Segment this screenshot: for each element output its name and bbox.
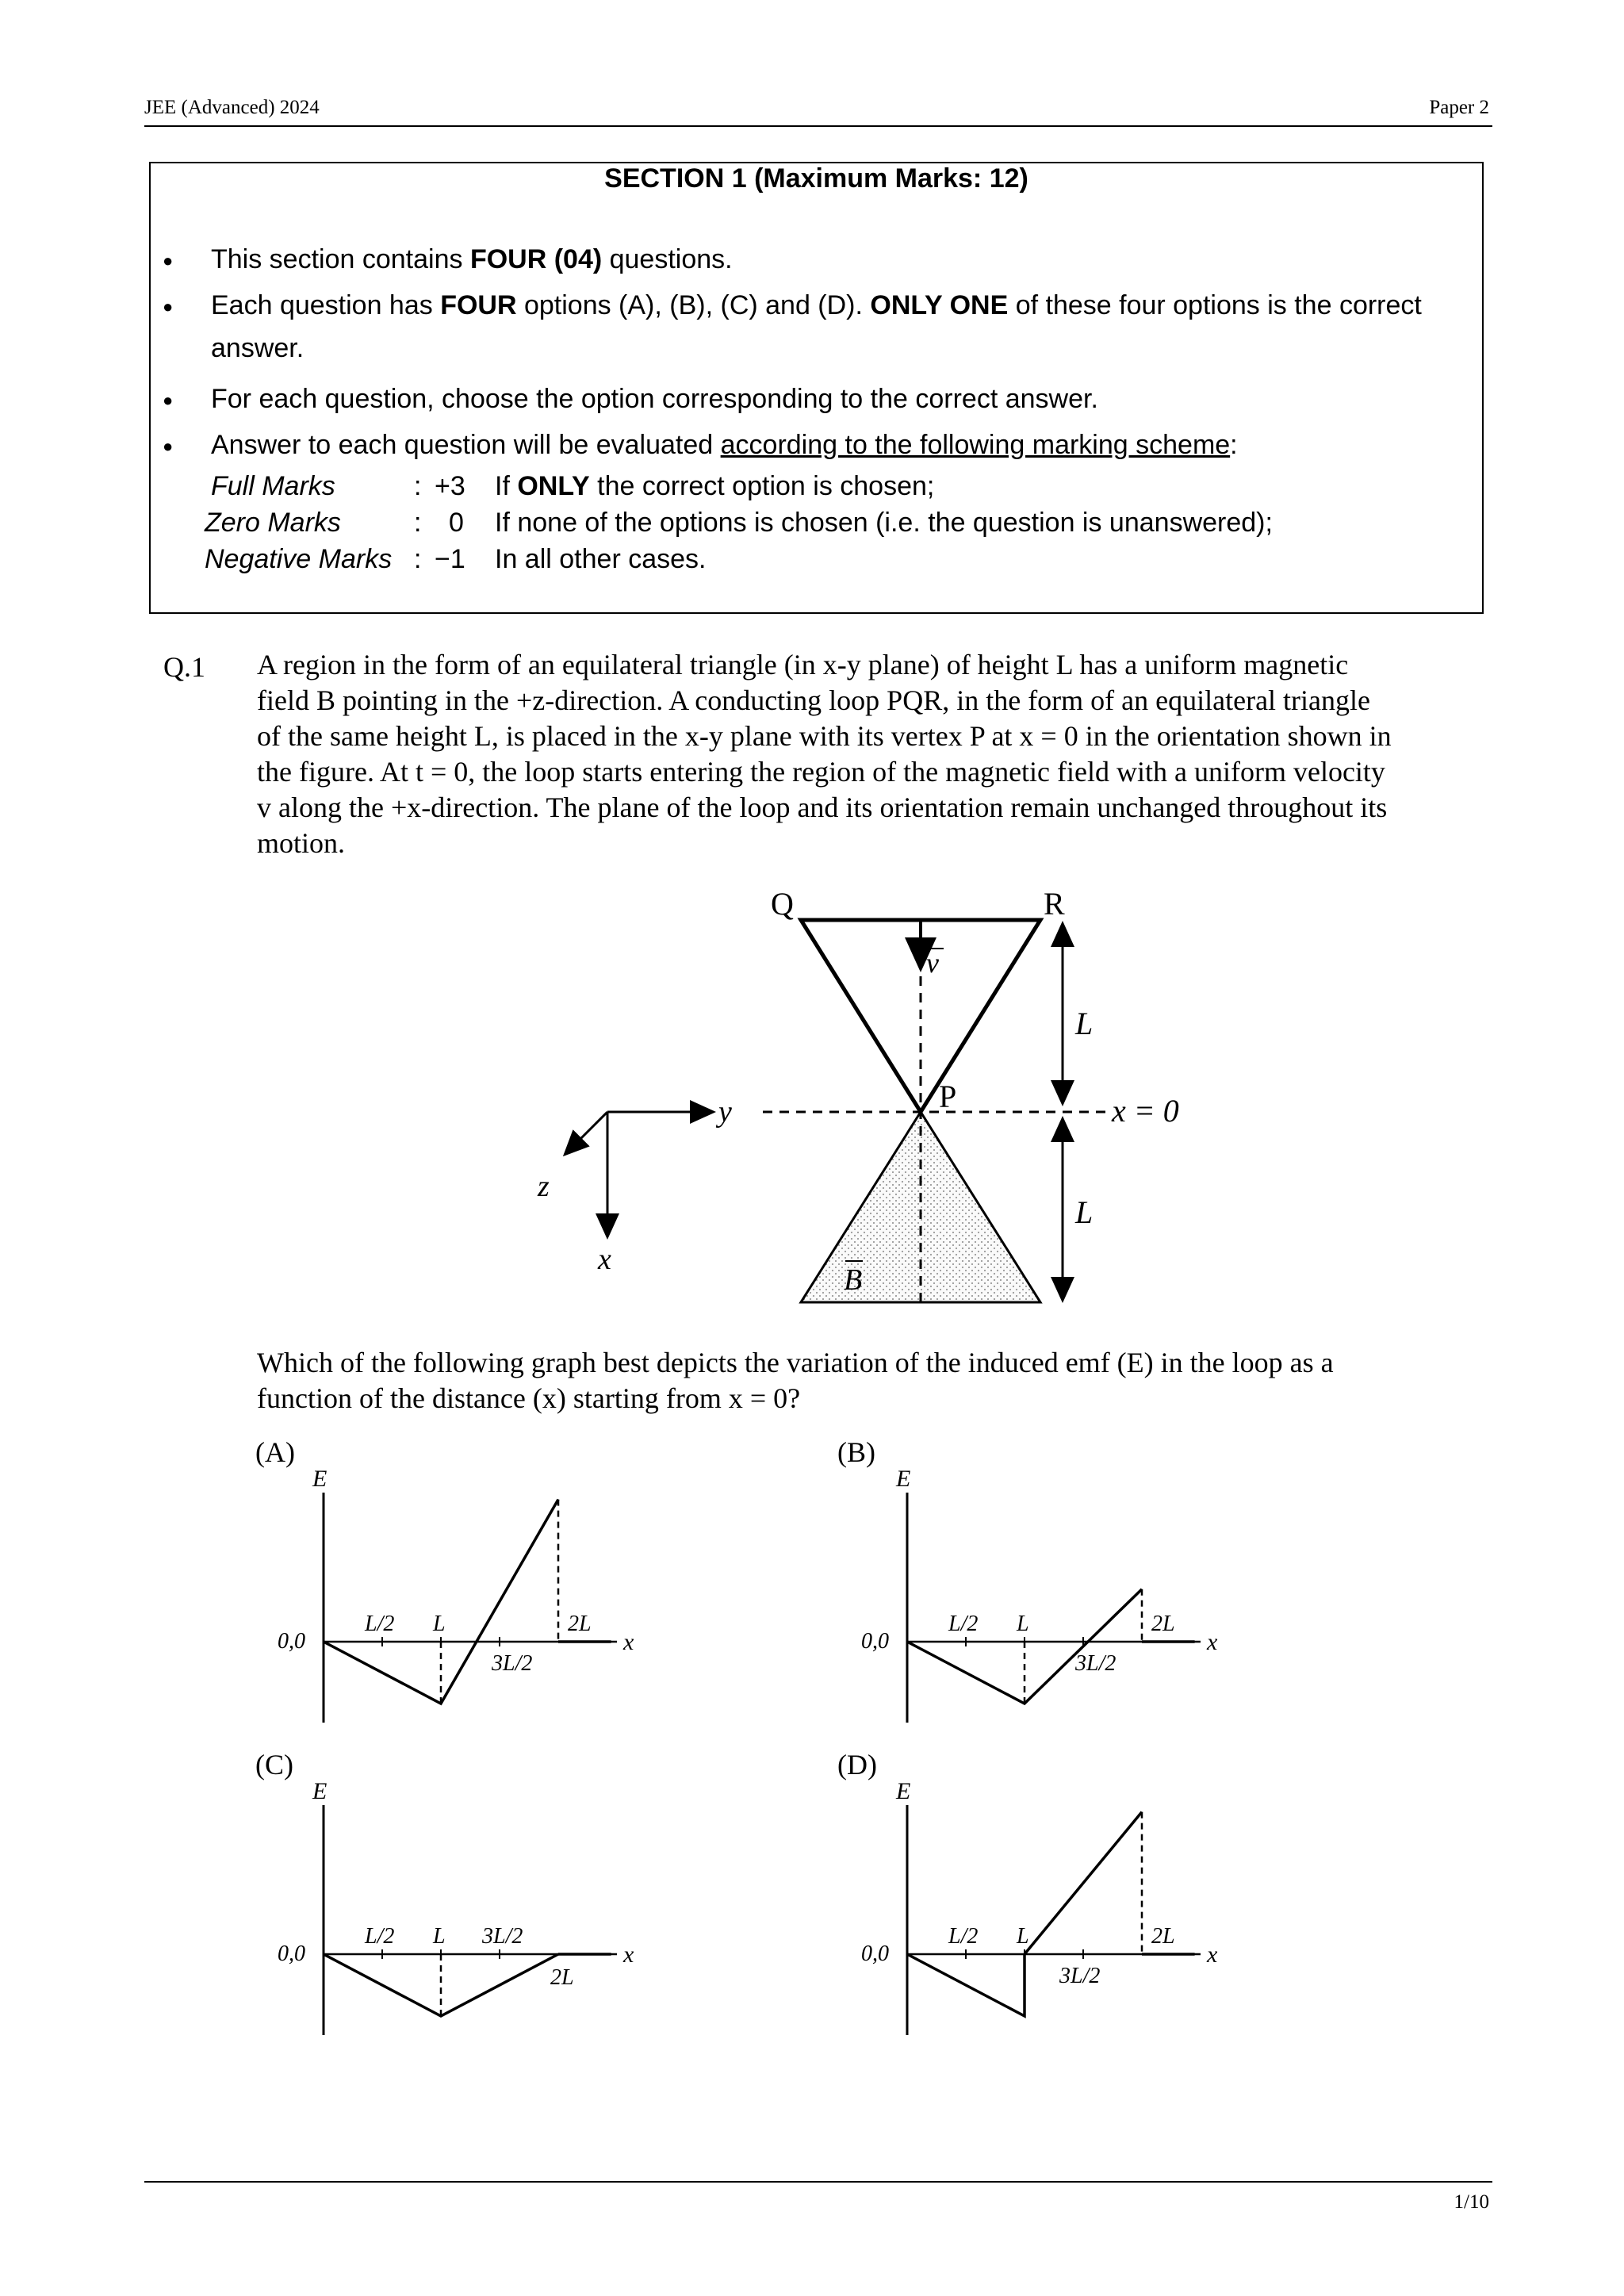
question-line: the figure. At t = 0, the loop starts entering the region of the magnetic field with a uniform velocity — [257, 756, 1385, 788]
option-c-label[interactable]: (C) — [255, 1749, 293, 1780]
full-marks-sep: : — [414, 471, 422, 501]
bullet-4: Answer to each question will be evaluated according to the following marking scheme: — [211, 430, 1238, 460]
zero-marks-sep: : — [414, 508, 422, 538]
origin-label: 0,0 — [278, 1941, 305, 1966]
origin-label: 0,0 — [861, 1941, 889, 1966]
origin-label: 0,0 — [278, 1629, 305, 1654]
question-line: of the same height L, is placed in the x-y plane with its vertex P at x = 0 in the orientation shown in — [257, 720, 1392, 752]
label-P: P — [939, 1079, 957, 1114]
footer-rule — [144, 2181, 1492, 2183]
page-number: 1/10 — [1454, 2191, 1489, 2213]
axis-label-e: E — [896, 1469, 911, 1492]
question-line: A region in the form of an equilateral triangle (in x-y plane) of height L has a uniform magnetic — [257, 649, 1349, 680]
bullet-icon: ● — [163, 297, 174, 316]
axis-label-e: E — [312, 1469, 327, 1492]
field-region — [801, 1112, 1040, 1302]
axis-label-e: E — [896, 1781, 911, 1804]
label-R: R — [1044, 886, 1065, 922]
bullet-1: This section contains FOUR (04) questions. — [211, 244, 733, 274]
bullet-icon: ● — [163, 390, 174, 410]
label-L-bottom: L — [1075, 1194, 1094, 1230]
tick-label: L — [433, 1612, 446, 1636]
tick-label: 2L — [1151, 1924, 1175, 1949]
axis-label-x: x — [623, 1629, 634, 1655]
tick-label: L — [1017, 1612, 1029, 1636]
tick-label: 2L — [1151, 1612, 1175, 1636]
label-x-equals-0: x = 0 — [1112, 1093, 1179, 1129]
axis-z-arrow — [565, 1112, 607, 1155]
tick-label: L — [1017, 1924, 1029, 1949]
bullet-3: For each question, choose the option corresponding to the correct answer. — [211, 384, 1098, 414]
option-a-label[interactable]: (A) — [255, 1436, 295, 1468]
tick-label: 3L/2 — [1075, 1651, 1116, 1676]
bullet-2-continued: answer. — [211, 333, 304, 363]
zero-marks-label: Zero Marks — [205, 508, 341, 538]
full-marks-value: +3 — [435, 471, 465, 501]
option-d-graph[interactable] — [853, 1781, 1361, 2043]
question-line: v along the +x-direction. The plane of the loop and its orientation remain unchanged throughout its — [257, 792, 1388, 823]
prompt-line: Which of the following graph best depicts the variation of the induced emf (E) in the loop as a — [257, 1347, 1334, 1378]
question-line: field B pointing in the +z-direction. A conducting loop PQR, in the form of an equilateral triangle — [257, 684, 1370, 716]
tick-label: 3L/2 — [482, 1924, 523, 1949]
tick-label: 3L/2 — [492, 1651, 533, 1676]
option-b-label[interactable]: (B) — [837, 1436, 875, 1468]
label-v: v — [926, 947, 939, 979]
axis-label-x: x — [623, 1941, 634, 1968]
section-title: SECTION 1 (Maximum Marks: 12) — [604, 163, 1028, 194]
paper-label: Paper 2 — [1429, 97, 1489, 118]
option-d-label[interactable]: (D) — [837, 1749, 877, 1780]
question-line: motion. — [257, 827, 346, 859]
option-a-graph[interactable] — [270, 1469, 777, 1731]
negative-marks-sep: : — [414, 544, 422, 574]
bullet-icon: ● — [163, 251, 174, 270]
axis-label-e: E — [312, 1781, 327, 1804]
prompt-line: function of the distance (x) starting from x = 0? — [257, 1382, 801, 1414]
zero-marks-value: 0 — [449, 508, 464, 538]
tick-label: 3L/2 — [1059, 1964, 1101, 1988]
tick-label: L — [433, 1924, 446, 1949]
negative-marks-value: −1 — [435, 544, 465, 574]
label-Q: Q — [771, 886, 794, 922]
negative-marks-desc: In all other cases. — [495, 544, 707, 574]
emf-curve — [907, 1812, 1142, 2016]
bullet-icon: ● — [163, 436, 174, 456]
tick-label: L/2 — [365, 1924, 395, 1949]
zero-marks-desc: If none of the options is chosen (i.e. the question is unanswered); — [495, 508, 1273, 538]
label-axis-y: y — [718, 1095, 732, 1129]
question-number: Q.1 — [163, 651, 205, 683]
bullet-2: Each question has FOUR options (A), (B), (C) and (D). ONLY ONE of these four options is the correct — [211, 290, 1422, 320]
tick-label: L/2 — [948, 1612, 979, 1636]
label-B: B — [844, 1263, 863, 1297]
negative-marks-label: Negative Marks — [205, 544, 393, 574]
option-c-graph[interactable] — [270, 1781, 777, 2043]
exam-title: JEE (Advanced) 2024 — [144, 97, 320, 118]
question-prompt — [257, 1345, 1469, 1416]
tick-label: L/2 — [365, 1612, 395, 1636]
axis-label-x: x — [1207, 1941, 1218, 1968]
emf-curve — [324, 1954, 558, 2016]
tick-label: 2L — [550, 1965, 574, 1990]
tick-label: 2L — [568, 1612, 592, 1636]
origin-label: 0,0 — [861, 1629, 889, 1654]
full-marks-label: Full Marks — [211, 471, 335, 501]
axis-label-x: x — [1207, 1629, 1218, 1655]
label-axis-z: z — [538, 1170, 550, 1203]
full-marks-desc: If ONLY the correct option is chosen; — [495, 471, 935, 501]
label-axis-x: x — [598, 1243, 611, 1276]
tick-label: L/2 — [948, 1924, 979, 1949]
label-L-top: L — [1075, 1006, 1094, 1041]
option-b-graph[interactable] — [853, 1469, 1361, 1731]
